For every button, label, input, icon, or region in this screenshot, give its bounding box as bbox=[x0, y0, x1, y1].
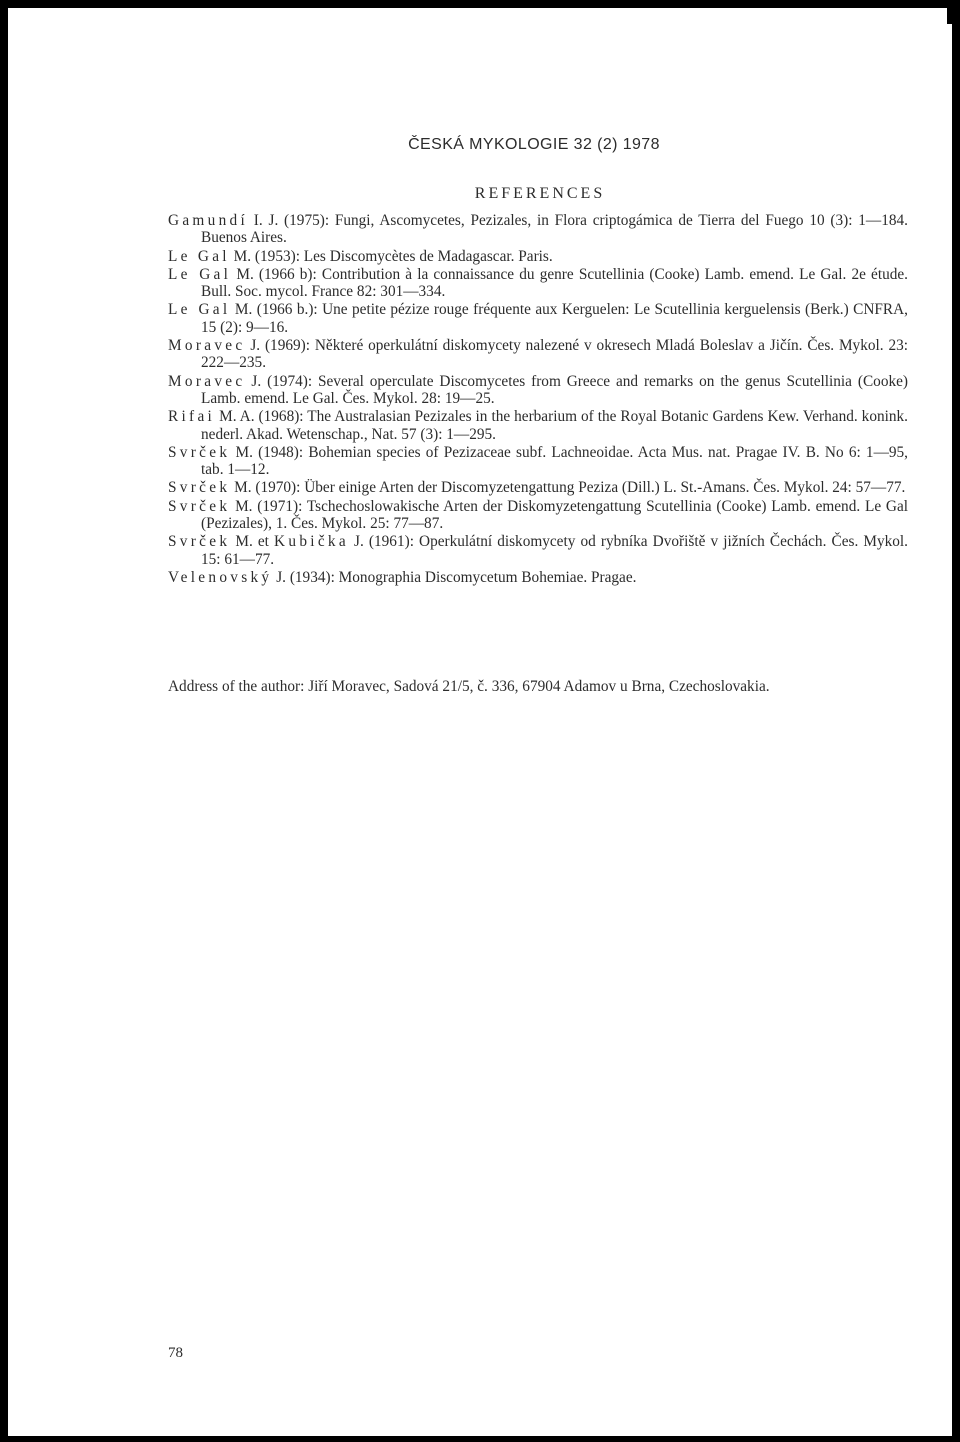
reference-item bbox=[168, 248, 908, 265]
reference-text: M. (1953): Les Discomycètes de Madagascar. Paris. bbox=[229, 247, 553, 265]
journal-header: ČESKÁ MYKOLOGIE 32 (2) 1978 bbox=[408, 136, 660, 153]
reference-text: M. (1970): Über einige Arten der Discomyzetengattung Peziza (Dill.) L. St.-Amans. Čes. Mykol. 24: 57—77. bbox=[230, 479, 906, 497]
section-title: REFERENCES bbox=[474, 185, 606, 202]
reference-text: J. (1969): Některé operkulátní diskomycety nalezené v okresech Mladá Boleslav a Jičín. Čes. Mykol. 23: 222—235. bbox=[201, 337, 908, 372]
document-page bbox=[8, 8, 952, 1436]
reference-text: M. (1971): Tschechoslowakische Arten der Diskomyzetengattung Scutellinia (Cooke) Lamb. emend. Le Gal (Pezizales), 1. Čes. Mykol. 25: 77—87. bbox=[201, 497, 908, 533]
reference-text: M. et bbox=[230, 533, 275, 551]
reference-author: Svrček bbox=[168, 497, 231, 515]
reference-item bbox=[168, 301, 908, 336]
reference-item bbox=[168, 337, 908, 372]
reference-text: M. (1966 b): Contribution à la connaissance du genre Scutellinia (Cooke) Lamb. emend. Le Gal. 2e étude. Bull. Soc. mycol. France 82: 301—334. bbox=[201, 265, 908, 301]
reference-author: Gamundí bbox=[168, 212, 249, 229]
author-address: Address of the author: Jiří Moravec, Sadová 21/5, č. 336, 67904 Adamov u Brna, Czechoslovakia. bbox=[168, 678, 770, 696]
reference-author: Rifai bbox=[168, 408, 216, 426]
reference-item bbox=[168, 266, 908, 301]
reference-author: Moravec bbox=[168, 337, 246, 355]
reference-author: Svrček bbox=[168, 443, 231, 461]
reference-author: Svrček bbox=[168, 479, 231, 497]
reference-item bbox=[168, 444, 908, 479]
reference-item bbox=[168, 533, 908, 568]
reference-text: I. J. (1975): Fungi, Ascomycetes, Pezizales, in Flora criptogámica de Tierra del Fuego 10 (3): 1—184. Buenos Aires. bbox=[201, 212, 908, 247]
reference-list bbox=[168, 212, 908, 587]
reference-item bbox=[168, 479, 908, 496]
reference-text: J. (1961): Operkulátní diskomycety od rybníka Dvořiště v jižních Čechách. Čes. Mykol. 15: 61—77. bbox=[201, 533, 908, 568]
reference-author: Le Gal bbox=[168, 265, 232, 283]
reference-text: M. (1948): Bohemian species of Pezizaceae subf. Lachneoidae. Acta Mus. nat. Pragae IV. B. No 6: 1—95, tab. 1—12. bbox=[201, 443, 908, 479]
corner-mark bbox=[947, 8, 960, 24]
reference-item bbox=[168, 408, 908, 443]
reference-text: M. A. (1968): The Australasian Pezizales in the herbarium of the Royal Botanic Gardens Kew. Verhand. konink. nederl. Akad. Wetenschap., Nat. 57 (3): 1—295. bbox=[201, 408, 908, 443]
reference-text: J. (1934): Monographia Discomycetum Bohemiae. Pragae. bbox=[272, 568, 637, 586]
reference-item bbox=[168, 498, 908, 533]
reference-item bbox=[168, 212, 908, 247]
reference-author: Le Gal bbox=[168, 247, 230, 265]
reference-item bbox=[168, 373, 908, 408]
reference-item bbox=[168, 569, 908, 586]
reference-author: Moravec bbox=[168, 372, 246, 390]
reference-text: J. (1974): Several operculate Discomycetes from Greece and remarks on the genus Scutellinia (Cooke) Lamb. emend. Le Gal. Čes. Mykol. 28: 19—25. bbox=[201, 372, 908, 407]
reference-author: Velenovský bbox=[168, 568, 273, 586]
reference-text: M. (1966 b.): Une petite pézize rouge fréquente aux Kerguelen: Le Scutellinia kerguelensis (Berk.) CNFRA, 15 (2): 9—16. bbox=[201, 301, 908, 336]
page-number: 78 bbox=[168, 1345, 183, 1361]
reference-coauthor: Kubička bbox=[274, 533, 349, 551]
reference-author: Le Gal bbox=[168, 301, 231, 319]
reference-author: Svrček bbox=[168, 533, 231, 551]
